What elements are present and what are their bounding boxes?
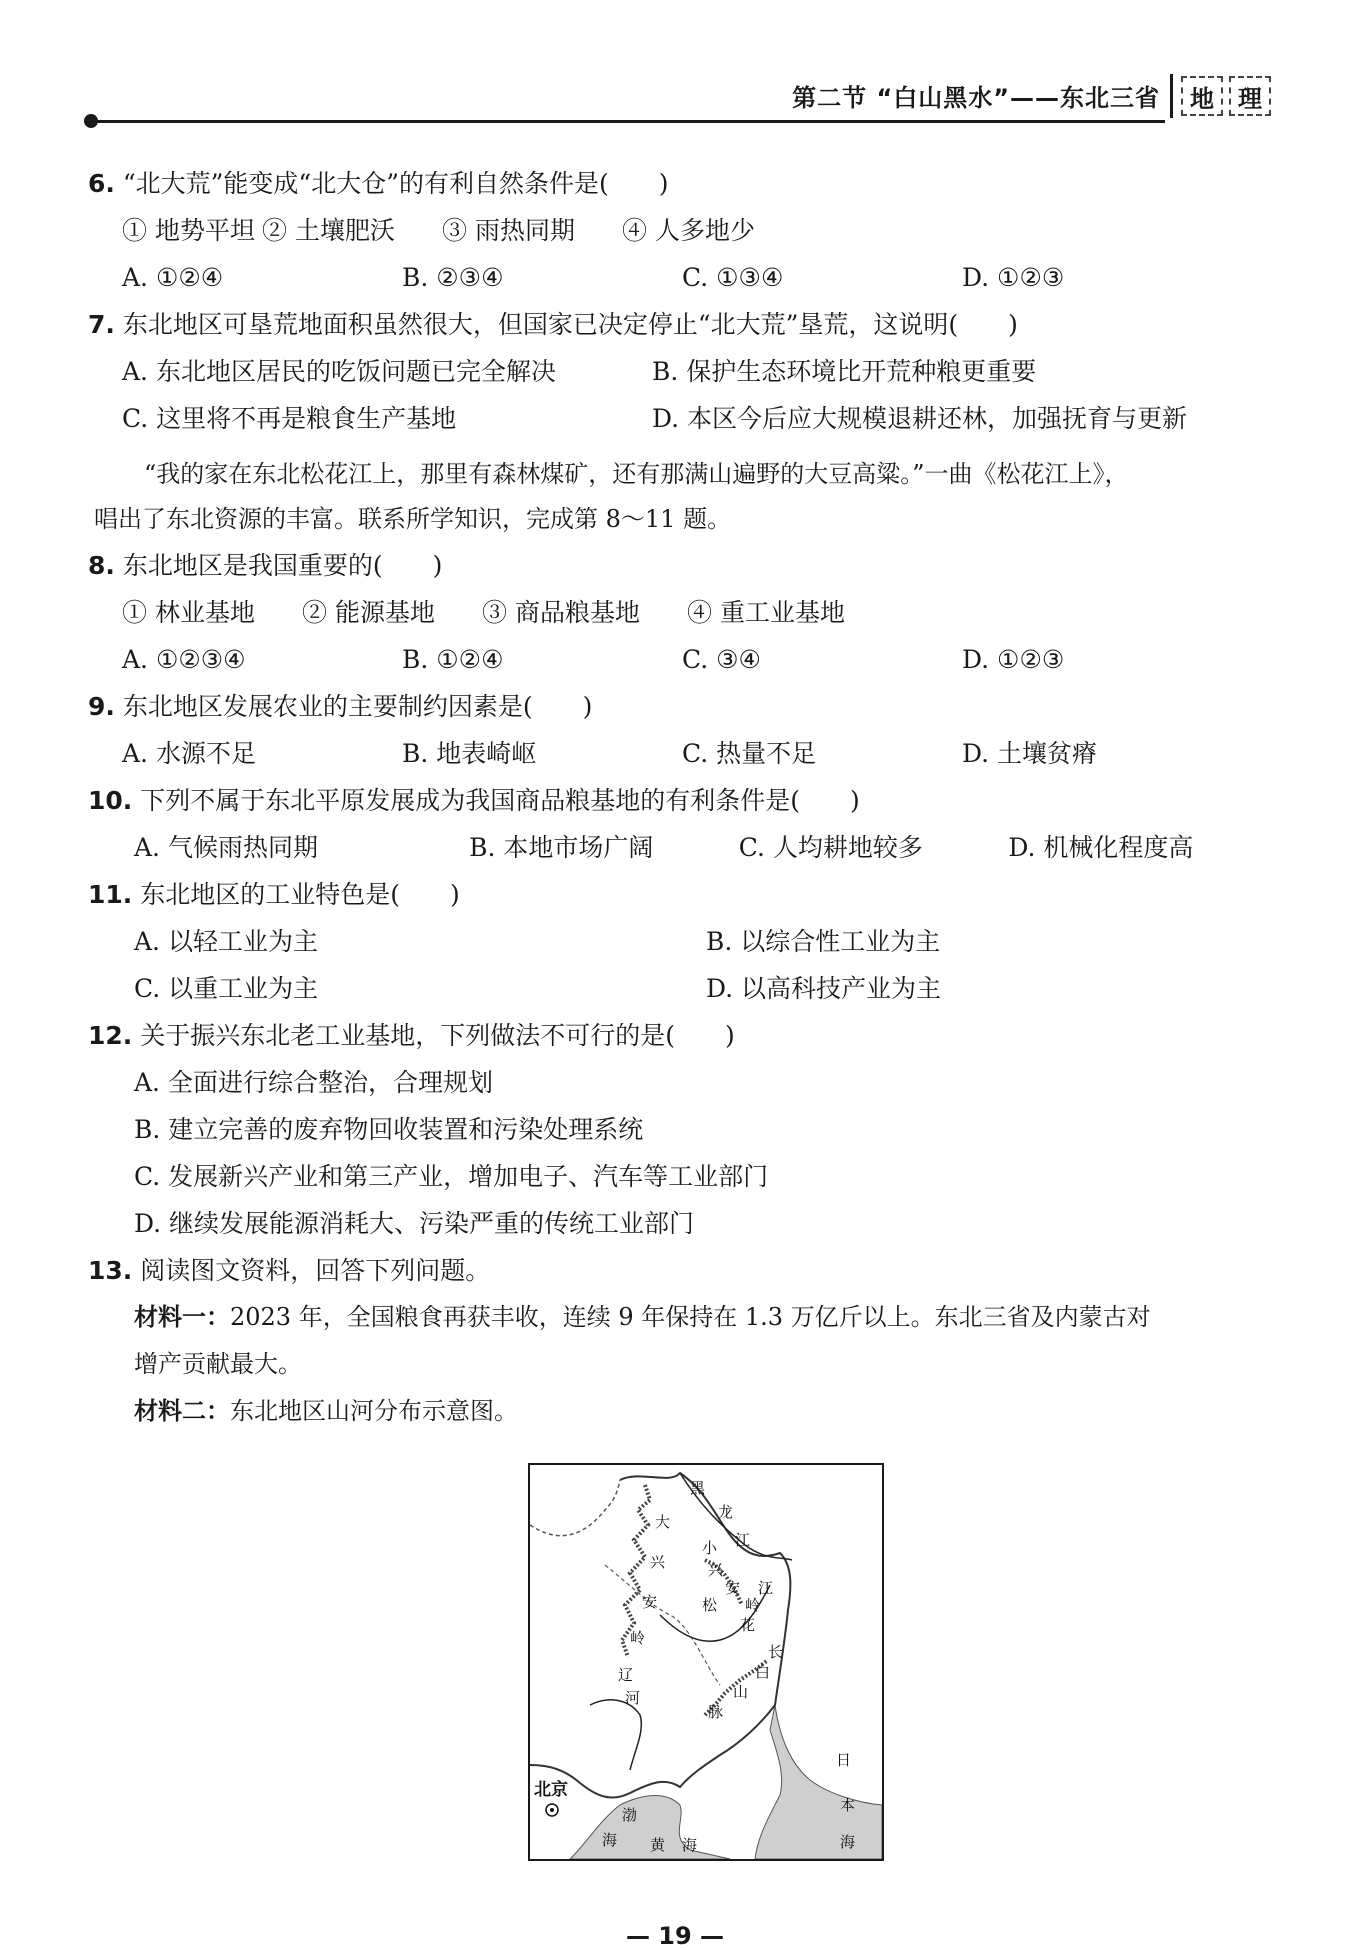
label-song: 松 — [702, 1596, 718, 1614]
question-stem: “北大荒”能变成“北大仓”的有利自然条件是( ) — [122, 169, 669, 198]
option-b[interactable]: B. 建立完善的废弃物回收装置和污染处理系统 — [134, 1115, 644, 1144]
question-8 — [88, 542, 1278, 589]
question-7 — [88, 301, 1278, 348]
option-d[interactable]: D. 以高科技产业为主 — [706, 974, 942, 1003]
option-b[interactable]: B. ②③④ — [402, 263, 504, 292]
label-bo: 渤 — [622, 1806, 638, 1824]
question-number: 8. — [88, 551, 115, 580]
label-hai3: 海 — [840, 1833, 856, 1851]
option-row — [88, 824, 1278, 871]
question-stem: 东北地区是我国重要的( ) — [122, 551, 443, 580]
question-stem: 下列不属于东北平原发展成为我国商品粮基地的有利条件是( ) — [140, 786, 860, 815]
option-c[interactable]: C. 这里将不再是粮食生产基地 — [122, 404, 457, 433]
question-number: 11. — [88, 880, 133, 909]
option-c[interactable]: C. 人均耕地较多 — [738, 833, 923, 862]
option-a[interactable]: A. 气候雨热同期 — [134, 833, 318, 862]
page-number: — 19 — — [625, 1922, 725, 1950]
option-c[interactable]: C. ①③④ — [682, 263, 784, 292]
question-12 — [88, 1012, 1278, 1059]
option-d[interactable]: D. 土壤贫瘠 — [962, 739, 1098, 768]
statement: ④ 人多地少 — [622, 216, 755, 245]
option-d[interactable]: D. ①②③ — [962, 263, 1065, 292]
question-11 — [88, 871, 1278, 918]
material-text: 2023 年，全国粮食再获丰收，连续 9 年保持在 1.3 万亿斤以上。东北三省及内蒙古对 — [230, 1303, 1151, 1331]
material-label: 材料二： — [134, 1397, 230, 1425]
question-list — [88, 160, 1278, 1435]
question-number: 7. — [88, 310, 115, 339]
label-long: 龙 — [718, 1503, 734, 1521]
statement-row — [88, 207, 1278, 254]
question-9 — [88, 683, 1278, 730]
option-row — [88, 730, 1278, 777]
question-stem: 阅读图文资料，回答下列问题。 — [140, 1256, 491, 1285]
page-header — [0, 0, 1350, 130]
beijing-marker-dot — [550, 1808, 554, 1812]
statement-row — [88, 589, 1278, 636]
header-bullet — [84, 114, 98, 128]
question-number: 13. — [88, 1256, 133, 1285]
option-row — [88, 348, 1278, 395]
option-b[interactable]: B. ①②④ — [402, 645, 504, 674]
question-stem: 关于振兴东北老工业基地，下列做法不可行的是( ) — [140, 1021, 735, 1050]
question-stem: 东北地区可垦荒地面积虽然很大，但国家已决定停止“北大荒”垦荒，这说明( ) — [122, 310, 1018, 339]
option-c[interactable]: C. 发展新兴产业和第三产业，增加电子、汽车等工业部门 — [134, 1162, 769, 1191]
option-b[interactable]: B. 本地市场广阔 — [469, 833, 654, 862]
option-a[interactable]: A. 以轻工业为主 — [134, 927, 318, 956]
material-text: 增产贡献最大。 — [134, 1350, 302, 1378]
label-beijing: 北京 — [534, 1780, 568, 1800]
option-c[interactable]: C. 以重工业为主 — [134, 974, 319, 1003]
header-rule — [90, 120, 1165, 123]
option-a[interactable]: A. 水源不足 — [122, 739, 256, 768]
label-hai1: 海 — [602, 1831, 618, 1849]
statement: ① 林业基地 — [122, 598, 255, 627]
question-10 — [88, 777, 1278, 824]
label-ben: 本 — [840, 1796, 856, 1814]
label-xing: 兴 — [650, 1553, 666, 1571]
label-hai2: 海 — [682, 1836, 698, 1854]
option-d[interactable]: D. ①②③ — [962, 645, 1065, 674]
label-xiao: 小 — [702, 1539, 718, 1557]
subject-char-1: 地 — [1181, 76, 1223, 116]
option-a[interactable]: A. 全面进行综合整治，合理规划 — [134, 1068, 493, 1097]
label-xing2: 兴 — [708, 1561, 724, 1579]
northeast-map — [528, 1463, 884, 1861]
question-6 — [88, 160, 1278, 207]
option-b[interactable]: B. 以综合性工业为主 — [706, 927, 941, 956]
label-da: 大 — [655, 1513, 671, 1531]
material-label: 材料一： — [134, 1303, 230, 1331]
statement: ① 地势平坦 — [122, 216, 255, 245]
question-13 — [88, 1247, 1278, 1294]
option-d[interactable]: D. 继续发展能源消耗大、污染严重的传统工业部门 — [134, 1209, 695, 1238]
option-row — [88, 918, 1278, 965]
label-chang: 长 — [768, 1643, 784, 1661]
liao-river — [590, 1700, 641, 1770]
option-a[interactable]: A. ①②③④ — [122, 645, 246, 674]
option-b[interactable]: B. 保护生态环境比开荒种粮更重要 — [652, 357, 1037, 386]
material-1 — [88, 1294, 1278, 1388]
question-number: 12. — [88, 1021, 133, 1050]
label-ling2: 岭 — [745, 1596, 761, 1614]
passage-line-2: 唱出了东北资源的丰富。联系所学知识，完成第 8～11 题。 — [94, 505, 732, 533]
province-boundary — [530, 1480, 620, 1536]
option-row — [88, 636, 1278, 683]
label-an: 安 — [642, 1593, 658, 1611]
option-c[interactable]: C. ③④ — [682, 645, 761, 674]
chapter-title: 第二节 “白山黑水”——东北三省 — [792, 84, 1160, 112]
option-a[interactable]: A. 东北地区居民的吃饭问题已完全解决 — [122, 357, 556, 386]
option-row — [88, 965, 1278, 1012]
label-jiang1: 江 — [735, 1531, 751, 1549]
label-shan: 山 — [733, 1683, 749, 1701]
label-mai: 脉 — [708, 1703, 724, 1721]
option-d[interactable]: D. 机械化程度高 — [1008, 833, 1194, 862]
label-hua: 花 — [740, 1616, 756, 1634]
label-liao: 辽 — [618, 1666, 634, 1684]
statement: ③ 雨热同期 — [442, 216, 575, 245]
label-bai: 白 — [755, 1663, 771, 1681]
option-b[interactable]: B. 地表崎岖 — [402, 739, 537, 768]
label-he: 河 — [625, 1689, 641, 1707]
question-number: 10. — [88, 786, 133, 815]
material-2 — [88, 1388, 1278, 1435]
option-row — [88, 395, 1278, 442]
label-jiang2: 江 — [758, 1579, 774, 1597]
option-d[interactable]: D. 本区今后应大规模退耕还林，加强抚育与更新 — [652, 404, 1188, 433]
statement: ③ 商品粮基地 — [482, 598, 640, 627]
label-ri: 日 — [836, 1751, 852, 1769]
option-c[interactable]: C. 热量不足 — [682, 739, 817, 768]
question-number: 9. — [88, 692, 115, 721]
label-hei: 黑 — [690, 1479, 706, 1497]
question-stem: 东北地区的工业特色是( ) — [140, 880, 460, 909]
subject-badge — [1170, 74, 1281, 118]
label-ling: 岭 — [630, 1629, 646, 1647]
map-drawing — [530, 1465, 882, 1859]
question-number: 6. — [88, 169, 115, 198]
label-huang: 黄 — [650, 1836, 666, 1854]
statement: ② 能源基地 — [302, 598, 435, 627]
sea-of-japan — [755, 1705, 882, 1859]
option-a[interactable]: A. ①②④ — [122, 263, 224, 292]
option-row — [88, 254, 1278, 301]
question-stem: 东北地区发展农业的主要制约因素是( ) — [122, 692, 593, 721]
reading-passage — [88, 452, 1278, 542]
label-an2: 安 — [725, 1579, 741, 1597]
subject-char-2: 理 — [1229, 76, 1271, 116]
passage-line-1: “我的家在东北松花江上，那里有森林煤矿，还有那满山遍野的大豆高粱。”一曲《松花江上》， — [144, 460, 1129, 488]
statement: ② 土壤肥沃 — [262, 216, 395, 245]
statement: ④ 重工业基地 — [687, 598, 845, 627]
material-text: 东北地区山河分布示意图。 — [230, 1397, 518, 1425]
